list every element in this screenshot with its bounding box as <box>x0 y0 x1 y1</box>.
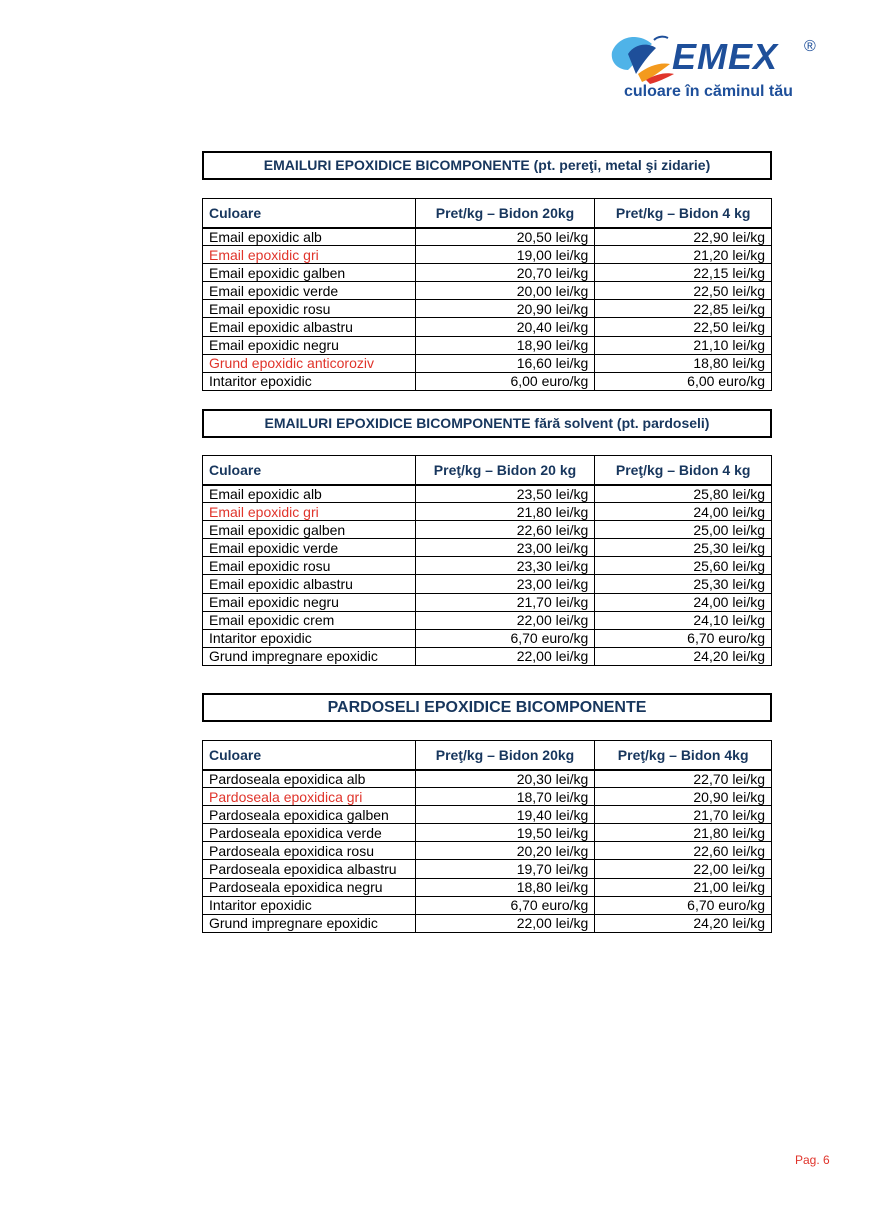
table-row <box>203 629 772 647</box>
product-name-cell: Intaritor epoxidic <box>203 896 416 914</box>
price-20kg-cell: 22,60 lei/kg <box>415 521 595 539</box>
table-row <box>203 539 772 557</box>
column-header-culoare: Culoare <box>203 199 416 228</box>
price-4kg-cell: 24,00 lei/kg <box>595 503 772 521</box>
price-20kg-cell: 6,70 euro/kg <box>415 896 595 914</box>
product-name-cell: Email epoxidic albastru <box>203 575 416 593</box>
product-name-cell: Pardoseala epoxidica alb <box>203 770 416 788</box>
product-name-cell: Pardoseala epoxidica verde <box>203 824 416 842</box>
table-row <box>203 611 772 629</box>
product-name-cell: Pardoseala epoxidica albastru <box>203 860 416 878</box>
section-title-floor-coatings: PARDOSELI EPOXIDICE BICOMPONENTE <box>202 693 772 722</box>
price-4kg-cell: 21,00 lei/kg <box>595 878 772 896</box>
product-name-cell: Email epoxidic rosu <box>203 300 416 318</box>
product-name-cell: Email epoxidic verde <box>203 539 416 557</box>
product-name-cell: Email epoxidic gri <box>203 503 416 521</box>
price-20kg-cell: 20,90 lei/kg <box>415 300 595 318</box>
price-table-floors-solventless <box>202 455 772 666</box>
table-row <box>203 503 772 521</box>
table-row <box>203 246 772 264</box>
product-name-cell: Grund impregnare epoxidic <box>203 914 416 932</box>
table-row <box>203 575 772 593</box>
price-20kg-cell: 22,00 lei/kg <box>415 914 595 932</box>
product-name-cell: Grund epoxidic anticoroziv <box>203 354 416 372</box>
price-20kg-cell: 21,70 lei/kg <box>415 593 595 611</box>
table-row <box>203 842 772 860</box>
product-name-cell: Intaritor epoxidic <box>203 629 416 647</box>
table-row <box>203 770 772 788</box>
price-4kg-cell: 22,90 lei/kg <box>595 228 772 246</box>
table-row <box>203 485 772 503</box>
price-4kg-cell: 18,80 lei/kg <box>595 354 772 372</box>
price-4kg-cell: 6,00 euro/kg <box>595 372 772 390</box>
price-4kg-cell: 22,15 lei/kg <box>595 264 772 282</box>
price-4kg-cell: 22,50 lei/kg <box>595 318 772 336</box>
price-20kg-cell: 19,00 lei/kg <box>415 246 595 264</box>
price-20kg-cell: 23,50 lei/kg <box>415 485 595 503</box>
table-row <box>203 557 772 575</box>
price-4kg-cell: 24,10 lei/kg <box>595 611 772 629</box>
product-name-cell: Pardoseala epoxidica gri <box>203 788 416 806</box>
price-20kg-cell: 23,30 lei/kg <box>415 557 595 575</box>
column-header-culoare: Culoare <box>203 456 416 485</box>
product-name-cell: Email epoxidic galben <box>203 521 416 539</box>
price-4kg-cell: 20,90 lei/kg <box>595 788 772 806</box>
price-4kg-cell: 24,20 lei/kg <box>595 914 772 932</box>
price-4kg-cell: 6,70 euro/kg <box>595 629 772 647</box>
product-name-cell: Intaritor epoxidic <box>203 372 416 390</box>
table-row <box>203 282 772 300</box>
price-table-floor-coatings <box>202 740 772 933</box>
price-4kg-cell: 25,60 lei/kg <box>595 557 772 575</box>
section-title-floors-solventless: EMAILURI EPOXIDICE BICOMPONENTE fără solvent (pt. pardoseli) <box>202 409 772 438</box>
table-row <box>203 228 772 246</box>
table-row <box>203 336 772 354</box>
price-4kg-cell: 24,00 lei/kg <box>595 593 772 611</box>
table-row <box>203 521 772 539</box>
column-header-culoare: Culoare <box>203 741 416 770</box>
product-name-cell: Email epoxidic alb <box>203 228 416 246</box>
column-header-price-20kg: Pret/kg – Bidon 20kg <box>415 199 595 228</box>
table-row <box>203 806 772 824</box>
table-row <box>203 354 772 372</box>
product-name-cell: Email epoxidic galben <box>203 264 416 282</box>
column-header-price-4kg: Preţ/kg – Bidon 4kg <box>595 741 772 770</box>
price-20kg-cell: 19,70 lei/kg <box>415 860 595 878</box>
price-20kg-cell: 23,00 lei/kg <box>415 575 595 593</box>
product-name-cell: Email epoxidic crem <box>203 611 416 629</box>
price-20kg-cell: 21,80 lei/kg <box>415 503 595 521</box>
section-title-walls: EMAILURI EPOXIDICE BICOMPONENTE (pt. pereţi, metal şi zidarie) <box>202 151 772 180</box>
emex-logo <box>608 30 838 105</box>
price-20kg-cell: 20,70 lei/kg <box>415 264 595 282</box>
table-row <box>203 593 772 611</box>
price-4kg-cell: 21,80 lei/kg <box>595 824 772 842</box>
table-row <box>203 788 772 806</box>
page-number: Pag. 6 <box>795 1153 830 1167</box>
price-4kg-cell: 22,70 lei/kg <box>595 770 772 788</box>
price-20kg-cell: 6,70 euro/kg <box>415 629 595 647</box>
price-20kg-cell: 18,70 lei/kg <box>415 788 595 806</box>
table-row <box>203 264 772 282</box>
table-row <box>203 318 772 336</box>
price-4kg-cell: 22,60 lei/kg <box>595 842 772 860</box>
price-4kg-cell: 22,00 lei/kg <box>595 860 772 878</box>
price-20kg-cell: 20,40 lei/kg <box>415 318 595 336</box>
registered-mark: ® <box>804 38 816 55</box>
price-20kg-cell: 20,50 lei/kg <box>415 228 595 246</box>
price-4kg-cell: 6,70 euro/kg <box>595 896 772 914</box>
logo-wordmark: EMEX <box>672 36 779 77</box>
price-table-walls <box>202 198 772 391</box>
product-name-cell: Email epoxidic negru <box>203 336 416 354</box>
table-row <box>203 860 772 878</box>
table-row <box>203 300 772 318</box>
product-name-cell: Email epoxidic rosu <box>203 557 416 575</box>
price-20kg-cell: 18,90 lei/kg <box>415 336 595 354</box>
price-4kg-cell: 21,10 lei/kg <box>595 336 772 354</box>
price-20kg-cell: 19,40 lei/kg <box>415 806 595 824</box>
table-row <box>203 824 772 842</box>
table-row <box>203 896 772 914</box>
price-20kg-cell: 22,00 lei/kg <box>415 611 595 629</box>
price-4kg-cell: 24,20 lei/kg <box>595 647 772 665</box>
table-row <box>203 914 772 932</box>
price-20kg-cell: 19,50 lei/kg <box>415 824 595 842</box>
price-20kg-cell: 23,00 lei/kg <box>415 539 595 557</box>
product-name-cell: Email epoxidic albastru <box>203 318 416 336</box>
column-header-price-4kg: Preţ/kg – Bidon 4 kg <box>595 456 772 485</box>
price-20kg-cell: 20,30 lei/kg <box>415 770 595 788</box>
price-20kg-cell: 20,00 lei/kg <box>415 282 595 300</box>
price-4kg-cell: 25,80 lei/kg <box>595 485 772 503</box>
column-header-price-20kg: Preţ/kg – Bidon 20 kg <box>415 456 595 485</box>
price-4kg-cell: 25,30 lei/kg <box>595 539 772 557</box>
product-name-cell: Email epoxidic alb <box>203 485 416 503</box>
price-4kg-cell: 25,30 lei/kg <box>595 575 772 593</box>
product-name-cell: Pardoseala epoxidica negru <box>203 878 416 896</box>
product-name-cell: Pardoseala epoxidica rosu <box>203 842 416 860</box>
product-name-cell: Email epoxidic gri <box>203 246 416 264</box>
column-header-price-20kg: Preţ/kg – Bidon 20kg <box>415 741 595 770</box>
price-4kg-cell: 21,70 lei/kg <box>595 806 772 824</box>
price-4kg-cell: 22,85 lei/kg <box>595 300 772 318</box>
product-name-cell: Pardoseala epoxidica galben <box>203 806 416 824</box>
price-20kg-cell: 22,00 lei/kg <box>415 647 595 665</box>
table-row <box>203 878 772 896</box>
column-header-price-4kg: Pret/kg – Bidon 4 kg <box>595 199 772 228</box>
product-name-cell: Email epoxidic verde <box>203 282 416 300</box>
price-20kg-cell: 20,20 lei/kg <box>415 842 595 860</box>
price-4kg-cell: 25,00 lei/kg <box>595 521 772 539</box>
table-row <box>203 647 772 665</box>
product-name-cell: Grund impregnare epoxidic <box>203 647 416 665</box>
table-row <box>203 372 772 390</box>
price-4kg-cell: 22,50 lei/kg <box>595 282 772 300</box>
price-20kg-cell: 6,00 euro/kg <box>415 372 595 390</box>
price-4kg-cell: 21,20 lei/kg <box>595 246 772 264</box>
product-name-cell: Email epoxidic negru <box>203 593 416 611</box>
price-20kg-cell: 18,80 lei/kg <box>415 878 595 896</box>
price-20kg-cell: 16,60 lei/kg <box>415 354 595 372</box>
logo-slogan: culoare în căminul tău <box>624 83 793 100</box>
